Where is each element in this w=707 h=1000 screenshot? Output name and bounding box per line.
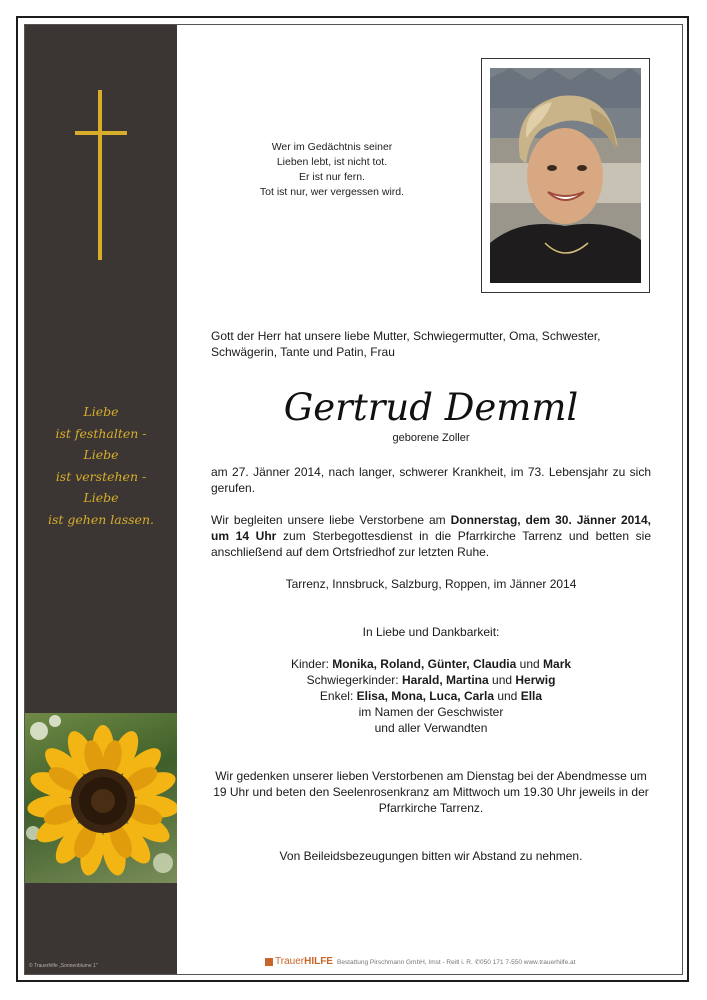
funeral-date: Donnerstag, dem 30. Jänner 2014, um 14 Uhr xyxy=(211,513,651,543)
inlaws-names: Harald, Martina xyxy=(401,673,489,687)
side-poem-line: Liebe xyxy=(83,404,119,419)
gratitude-line: In Liebe und Dankbarkeit: xyxy=(362,625,500,639)
intro-text: Gott der Herr hat unsere liebe Mutter, Schwiegermutter, Oma, Schwester, Schwägerin, Tante und Patin, Frau xyxy=(211,329,601,359)
family-relatives: und aller Verwandten xyxy=(374,721,488,735)
deceased-name: Gertrud Demml xyxy=(283,386,579,429)
portrait-photo xyxy=(490,68,641,283)
children-names: Monika, Roland, Günter, Claudia xyxy=(332,657,517,671)
children-and: und xyxy=(516,657,544,671)
grandchildren-and: und xyxy=(494,689,521,703)
sunflower-image xyxy=(25,713,177,883)
family-grandchildren xyxy=(211,688,651,704)
mass-notice: Wir gedenken unserer lieben Verstorbenen am Dienstag bei der Abendmesse um 19 Uhr und beten den Seelenrosenkranz am Mittwoch um 19.30 Uhr jeweils in der Pfarrkirche Tarrenz. xyxy=(213,769,649,815)
quote-line: Tot ist nur, wer vergessen wird. xyxy=(259,186,405,198)
inlaws-label: Schwiegerkinder: xyxy=(306,673,402,687)
side-poem-line: ist verstehen - xyxy=(55,468,147,484)
footer-brand xyxy=(275,956,333,967)
trauerhilfe-logo-icon xyxy=(265,958,273,966)
side-poem-line: Liebe xyxy=(83,447,119,462)
footer xyxy=(265,956,575,967)
side-poem-line: ist gehen lassen. xyxy=(48,511,154,527)
grandchildren-last: Ella xyxy=(520,689,543,703)
quote-line: Lieben lebt, ist nicht tot. xyxy=(276,156,388,168)
children-label: Kinder: xyxy=(290,657,333,671)
footer-brand-b: HILFE xyxy=(304,956,333,967)
funeral-text-pre: Wir begleiten unsere liebe Verstorbene am xyxy=(211,513,451,527)
funeral-notice xyxy=(211,512,651,560)
maiden-name: geborene Zoller xyxy=(392,432,470,444)
side-poem-line: ist festhalten - xyxy=(55,425,147,441)
image-credit: © Trauerhilfe „Sonnenblume 1" xyxy=(29,963,98,969)
side-poem xyxy=(25,401,177,530)
inlaws-last: Herwig xyxy=(515,673,556,687)
cross-icon xyxy=(75,90,127,260)
funeral-text-post: zum Sterbegottesdienst in die Pfarrkirche Tarrenz und betten sie anschließend auf dem Ortsfriedhof zur letzten Ruhe. xyxy=(211,529,651,559)
footer-text: Bestattung Pirschmann GmbH, Imst - Reitl i. R. ✆050 171 7-550 www.trauerhilfe.at xyxy=(336,958,576,966)
memorial-quote xyxy=(222,140,442,200)
portrait-frame xyxy=(481,58,650,293)
quote-line: Er ist nur fern. xyxy=(299,171,365,183)
grandchildren-label: Enkel: xyxy=(319,689,357,703)
family-children xyxy=(211,656,651,672)
family-inlaws xyxy=(211,672,651,688)
quote-line: Wer im Gedächtnis seiner xyxy=(271,141,393,153)
place-date: Tarrenz, Innsbruck, Salzburg, Roppen, im Jänner 2014 xyxy=(285,577,577,591)
inlaws-and: und xyxy=(488,673,516,687)
death-notice: am 27. Jänner 2014, nach langer, schwerer Krankheit, im 73. Lebensjahr zu sich gerufen. xyxy=(211,465,651,495)
grandchildren-names: Elisa, Mona, Luca, Carla xyxy=(356,689,494,703)
children-last: Mark xyxy=(543,657,572,671)
family-siblings: im Namen der Geschwister xyxy=(358,705,504,719)
side-band xyxy=(25,25,177,974)
footer-brand-a: Trauer xyxy=(275,956,305,967)
condolence-notice: Von Beileidsbezeugungen bitten wir Abstand zu nehmen. xyxy=(279,849,583,863)
side-poem-line: Liebe xyxy=(83,490,119,505)
